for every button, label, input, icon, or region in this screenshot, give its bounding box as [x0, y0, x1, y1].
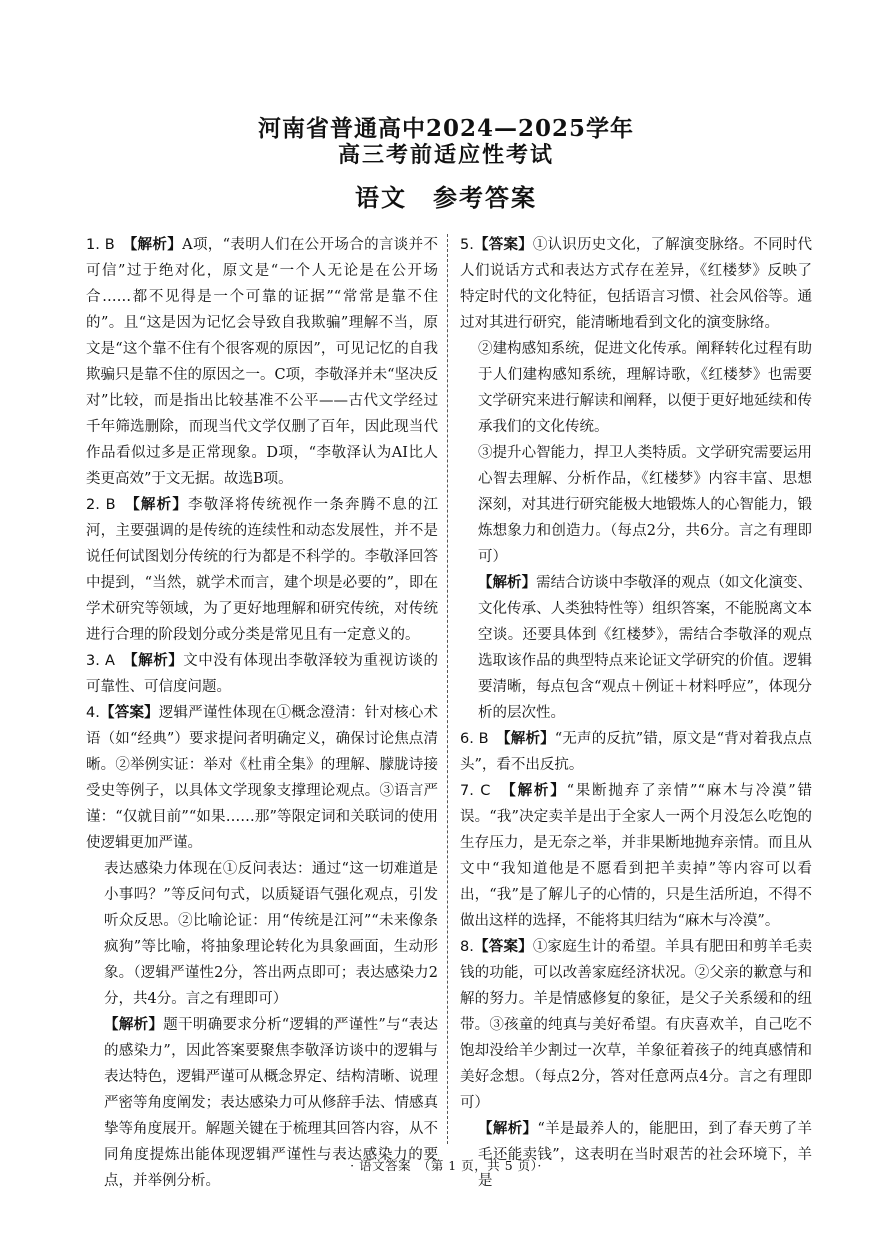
answer-item-5-part2: [460, 336, 812, 440]
doc-type-label: 参考答案: [433, 183, 537, 212]
analysis-tag: 【解析】: [478, 1120, 538, 1137]
answer-item-3: [86, 648, 438, 700]
answer-item-7: [460, 778, 812, 934]
page-subtitle: [0, 178, 892, 213]
item-text: ①家庭生计的希望。羊具有肥田和剪羊毛卖钱的功能，可以改善家庭经济状况。②父亲的歉意与和解的努力。羊是情感修复的象征，是父子关系缓和的纽带。③孩童的纯真与美好希望。有庆喜欢羊，自己吃不饱却没给羊少割过一次草，羊象征着孩子的纯真感情和美好念想。（每点2分，答对任意两点4分。言之有理即可）: [460, 939, 813, 1111]
analysis-tag: 【解析】: [129, 236, 183, 253]
analysis-tag: 【解析】: [130, 652, 184, 669]
item-lead: 6. B: [460, 731, 504, 747]
item-lead: 2. B: [86, 497, 133, 513]
right-column: [460, 232, 812, 1194]
analysis-tag: 【解析】: [478, 574, 537, 591]
answer-item-4: [86, 700, 438, 856]
item-lead: 5.: [460, 237, 474, 253]
item-text: 需结合访谈中李敬泽的观点（如文化演变、文化传承、人类独特性等）组织答案，不能脱离文本空谈。还要具体到《红楼梦》，需结合李敬泽的观点选取该作品的典型特点来论证文学研究的价值。逻辑要清晰，每点包含“观点＋例证＋材料呼应”，体现分析的层次性。: [478, 575, 813, 721]
answer-tag: 【答案】: [99, 704, 159, 721]
analysis-tag: 【解析】: [104, 1016, 164, 1033]
left-column: [86, 232, 438, 1194]
item-text: 文中没有体现出李敬泽较为重视访谈的可靠性、可信度问题。: [86, 653, 439, 695]
item-text: 李敬泽将传统视作一条奔腾不息的江河，主要强调的是传统的连续性和动态发展性，并不是说任何试图划分传统的行为都是不科学的。李敬泽回答中提到，“当然，就学术而言，建个坝是必要的”，即在学术研究等领域，为了更好地理解和研究传统，对传统进行合理的阶段划分或分类是常见且有一定意义的。: [86, 497, 438, 643]
item-text: A项，“表明人们在公开场合的言谈并不可信”过于绝对化，原文是“一个人无论是在公开场合……都不见得是一个可靠的证据”“常常是靠不住的”。且“这是因为记忆会导致自我欺骗”理解不当，原文是“这个靠不住有个很客观的原因”，可见记忆的自我欺骗只是靠不住的原因之一。C项，李敬泽并未“坚决反对”比较，而是指出比较基准不公平——古代文学经过千年筛选删除，而现当代文学仅删了百年，因此现当代作品看似过多是正常现象。D项，“李敬泽认为AI比人类更高效”于文无据。故选B项。: [86, 237, 439, 487]
answer-item-5-part3: [460, 440, 812, 570]
item-lead: 7. C: [460, 783, 509, 799]
answer-item-2: [86, 492, 438, 648]
item-text: ③提升心智能力，捍卫人类特质。文学研究需要运用心智去理解、分析作品，《红楼梦》内容丰富、思想深刻，对其进行研究能极大地锻炼人的心智能力，锻炼想象力和创造力。（每点2分，共6分。言之有理即可）: [478, 445, 812, 565]
analysis-tag: 【解析】: [503, 730, 555, 747]
answer-item-8-analysis: [460, 1116, 812, 1194]
item-text: ①认识历史文化，了解演变脉络。不同时代人们说话方式和表达方式存在差异，《红楼梦》反映了特定时代的文化特征，包括语言习惯、社会风俗等。通过对其进行研究，能清晰地看到文化的演变脉络。: [460, 237, 813, 331]
item-text: ②建构感知系统，促进文化传承。阐释转化过程有助于人们建构感知系统，理解诗歌，《红楼梦》也需要文学研究来进行解读和阐释，以便于更好地延续和传承我们的文化传统。: [478, 341, 812, 435]
subject-label: 语文: [355, 183, 407, 212]
answer-item-8: [460, 934, 812, 1116]
page-footer: · 语文答案 （第 1 页，共 5 页）·: [350, 1158, 542, 1173]
item-text: 表达感染力体现在①反问表达：通过“这一切难道是小事吗？”等反问句式，以质疑语气强化观点，引发听众反思。②比喻论证：用“传统是江河”“未来像条疯狗”等比喻，将抽象理论转化为具象画面，生动形象。（逻辑严谨性2分，答出两点即可；表达感染力2分，共4分。言之有理即可）: [104, 861, 438, 1007]
item-text: “羊是最养人的，能肥田，到了春天剪了羊毛还能卖钱”，这表明在当时艰苦的社会环境下，羊是: [478, 1121, 813, 1189]
analysis-tag: 【解析】: [508, 782, 567, 799]
page-title-line1: 河南省普通高中2024—2025学年: [257, 115, 635, 142]
item-lead: 3. A: [86, 653, 131, 669]
item-text: “果断抛弃了亲情”“麻木与冷漠”错误。“我”决定卖羊是出于全家人一两个月没怎么吃饱的生存压力，是无奈之举，并非果断地抛弃亲情。而且从文中“我知道他是不愿看到把羊卖掉”等内容可以看出，“我”是了解儿子的心情的，只是生活所迫，不得不做出这样的选择，不能将其归结为“麻木与冷漠”。: [460, 783, 812, 929]
column-divider: [447, 234, 448, 1144]
analysis-tag: 【解析】: [132, 496, 189, 513]
item-text: 题干明确要求分析“逻辑的严谨性”与“表达的感染力”，因此答案要聚焦李敬泽访谈中的逻辑与表达特色，逻辑严谨可从概念界定、结构清晰、说理严密等角度阐发；表达感染力可从修辞手法、情感真挚等角度展开。解题关键在于梳理其回答内容，从不同角度提炼出能体现逻辑严谨性与表达感染力的要点，并举例分析。: [104, 1017, 438, 1189]
answer-item-5: [460, 232, 812, 336]
answer-tag: 【答案】: [473, 236, 533, 253]
item-text: 逻辑严谨性体现在①概念澄清：针对核心术语（如“经典”）要求提问者明确定义，确保讨论焦点清晰。②举例实证：举对《杜甫全集》的理解、朦胧诗接受史等例子，以具体文学现象支撑理论观点。③语言严谨：“仅就目前”“如果……那”等限定词和关联词的使用使逻辑更加严谨。: [86, 705, 439, 851]
answer-item-6: [460, 726, 812, 778]
item-lead: 1. B: [86, 237, 130, 253]
answer-item-1: [86, 232, 438, 492]
item-lead: 8.: [460, 939, 474, 955]
answer-item-4-part2: [86, 856, 438, 1012]
item-lead: 4.: [86, 705, 100, 721]
answer-tag: 【答案】: [473, 938, 533, 955]
item-text: “无声的反抗”错，原文是“背对着我点点头”，看不出反抗。: [460, 731, 812, 773]
answer-item-5-analysis: [460, 570, 812, 726]
page-title-line2: 高三考前适应性考试: [337, 142, 554, 168]
